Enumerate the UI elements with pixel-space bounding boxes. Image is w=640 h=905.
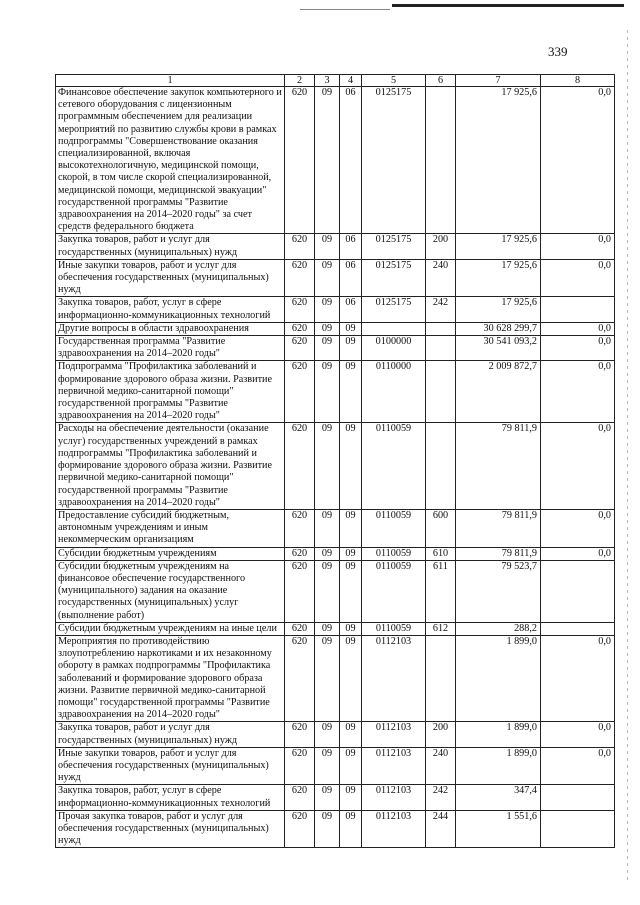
cell-section: 09: [315, 234, 340, 259]
column-number-row: [56, 75, 615, 87]
cell-expense-type: 242: [426, 785, 456, 810]
cell-admin-code: 620: [285, 810, 315, 848]
cell-amount-2: 0,0: [541, 747, 615, 785]
cell-expense-type: 600: [426, 509, 456, 547]
col-header-7: 7: [456, 75, 541, 87]
cell-admin-code: 620: [285, 423, 315, 509]
cell-expense-type: [426, 322, 456, 335]
cell-target-article: 0125175: [362, 87, 426, 234]
cell-amount: 17 925,6: [456, 234, 541, 259]
col-header-1: 1: [56, 75, 285, 87]
cell-section: 09: [315, 423, 340, 509]
cell-expense-type: 611: [426, 560, 456, 622]
cell-subsection: 09: [340, 810, 362, 848]
cell-admin-code: 620: [285, 361, 315, 423]
cell-subsection: 09: [340, 336, 362, 361]
cell-section: 09: [315, 259, 340, 297]
cell-subsection: 06: [340, 234, 362, 259]
cell-section: 09: [315, 547, 340, 560]
cell-expense-type: 244: [426, 810, 456, 848]
table-row: [56, 747, 615, 785]
table-row: [56, 87, 615, 234]
cell-admin-code: 620: [285, 722, 315, 747]
cell-amount: 288,2: [456, 622, 541, 635]
cell-section: 09: [315, 622, 340, 635]
cell-name: Субсидии бюджетным учреждениям: [56, 547, 285, 560]
cell-name: Предоставление субсидий бюджетным, автономным учреждениям и иным некоммерческим организациям: [56, 509, 285, 547]
cell-admin-code: 620: [285, 547, 315, 560]
col-header-3: 3: [315, 75, 340, 87]
table-row: [56, 509, 615, 547]
cell-admin-code: 620: [285, 234, 315, 259]
cell-name: Расходы на обеспечение деятельности (оказание услуг) государственных учреждений в рамках подпрограммы "Профилактика заболеваний и формирование здорового образа жизни. Развитие первичной медико-санитарной помощи" государственной программы "Развитие здравоохранения на 2014–2020 годы": [56, 423, 285, 509]
cell-amount-2: 0,0: [541, 509, 615, 547]
cell-amount: 1 551,6: [456, 810, 541, 848]
cell-section: 09: [315, 361, 340, 423]
cell-amount: 1 899,0: [456, 635, 541, 721]
cell-amount-2: 0,0: [541, 259, 615, 297]
cell-target-article: 0112103: [362, 810, 426, 848]
cell-amount: 79 811,9: [456, 547, 541, 560]
cell-expense-type: [426, 361, 456, 423]
cell-section: 09: [315, 87, 340, 234]
cell-amount-2: 0,0: [541, 361, 615, 423]
table-row: [56, 635, 615, 721]
cell-subsection: 09: [340, 361, 362, 423]
table-row: [56, 234, 615, 259]
cell-subsection: 09: [340, 722, 362, 747]
cell-target-article: 0112103: [362, 722, 426, 747]
cell-expense-type: 610: [426, 547, 456, 560]
cell-target-article: 0125175: [362, 259, 426, 297]
cell-name: Иные закупки товаров, работ и услуг для обеспечения государственных (муниципальных) нужд: [56, 747, 285, 785]
table-row: [56, 722, 615, 747]
cell-admin-code: 620: [285, 785, 315, 810]
cell-target-article: 0110059: [362, 622, 426, 635]
cell-amount-2: [541, 297, 615, 322]
cell-subsection: 06: [340, 259, 362, 297]
cell-subsection: 09: [340, 785, 362, 810]
cell-section: 09: [315, 785, 340, 810]
cell-name: Закупка товаров, работ и услуг для государственных (муниципальных) нужд: [56, 722, 285, 747]
cell-name: Закупка товаров, работ и услуг для государственных (муниципальных) нужд: [56, 234, 285, 259]
cell-section: 09: [315, 297, 340, 322]
cell-subsection: 06: [340, 297, 362, 322]
cell-target-article: 0112103: [362, 747, 426, 785]
cell-admin-code: 620: [285, 87, 315, 234]
cell-subsection: 09: [340, 509, 362, 547]
cell-amount-2: 0,0: [541, 423, 615, 509]
cell-section: 09: [315, 509, 340, 547]
header-thick-rule: [392, 4, 624, 7]
table-row: [56, 361, 615, 423]
cell-amount: 2 009 872,7: [456, 361, 541, 423]
cell-amount: 79 523,7: [456, 560, 541, 622]
cell-subsection: 09: [340, 322, 362, 335]
cell-target-article: 0110000: [362, 361, 426, 423]
cell-target-article: 0112103: [362, 785, 426, 810]
col-header-8: 8: [541, 75, 615, 87]
cell-section: 09: [315, 810, 340, 848]
cell-admin-code: 620: [285, 259, 315, 297]
cell-amount-2: 0,0: [541, 234, 615, 259]
cell-amount-2: [541, 622, 615, 635]
cell-target-article: 0125175: [362, 297, 426, 322]
cell-admin-code: 620: [285, 747, 315, 785]
table-row: [56, 322, 615, 335]
cell-admin-code: 620: [285, 560, 315, 622]
cell-amount-2: 0,0: [541, 336, 615, 361]
cell-amount-2: 0,0: [541, 322, 615, 335]
cell-amount: 79 811,9: [456, 509, 541, 547]
table-row: [56, 810, 615, 848]
cell-subsection: 09: [340, 547, 362, 560]
cell-section: 09: [315, 635, 340, 721]
cell-amount: 1 899,0: [456, 722, 541, 747]
cell-expense-type: [426, 87, 456, 234]
col-header-4: 4: [340, 75, 362, 87]
cell-target-article: 0112103: [362, 635, 426, 721]
cell-name: Закупка товаров, работ, услуг в сфере информационно-коммуникационных технологий: [56, 785, 285, 810]
table-row: [56, 560, 615, 622]
cell-target-article: [362, 322, 426, 335]
cell-target-article: 0110059: [362, 423, 426, 509]
cell-target-article: 0110059: [362, 547, 426, 560]
cell-amount: 17 925,6: [456, 87, 541, 234]
cell-name: Мероприятия по противодействию злоупотреблению наркотиками и их незаконному обороту в рамках подпрограммы "Профилактика заболеваний и формирование здорового образа жизни. Развитие первичной медико-санитарной помощи" государственной программы "Развитие здравоохранения на 2014–2020 годы": [56, 635, 285, 721]
cell-target-article: 0100000: [362, 336, 426, 361]
cell-target-article: 0110059: [362, 560, 426, 622]
page-edge-shadow: [627, 30, 628, 880]
cell-admin-code: 620: [285, 635, 315, 721]
cell-subsection: 09: [340, 635, 362, 721]
cell-expense-type: 242: [426, 297, 456, 322]
cell-admin-code: 620: [285, 297, 315, 322]
cell-admin-code: 620: [285, 322, 315, 335]
cell-amount-2: 0,0: [541, 722, 615, 747]
cell-section: 09: [315, 322, 340, 335]
cell-amount: 17 925,6: [456, 259, 541, 297]
cell-name: Закупка товаров, работ, услуг в сфере информационно-коммуникационных технологий: [56, 297, 285, 322]
cell-name: Субсидии бюджетным учреждениям на финансовое обеспечение государственного (муниципального) задания на оказание государственных (муниципальных) услуг (выполнение работ): [56, 560, 285, 622]
cell-target-article: 0125175: [362, 234, 426, 259]
cell-amount: 17 925,6: [456, 297, 541, 322]
cell-subsection: 09: [340, 622, 362, 635]
cell-amount-2: [541, 560, 615, 622]
table-row: [56, 297, 615, 322]
table-row: [56, 622, 615, 635]
cell-name: Финансовое обеспечение закупок компьютерного и сетевого оборудования с лицензионным программным обеспечением для реализации мероприятий по развитию службы крови в рамках подпрограммы "Совершенствование оказания специализированной, включая высокотехнологичную, медицинской помощи, скорой, в том числе скорой специализированной, медицинской помощи, медицинской эвакуации" государственной программы "Развитие здравоохранения на 2014–2020 годы" за счет средств федерального бюджета: [56, 87, 285, 234]
cell-section: 09: [315, 336, 340, 361]
cell-amount-2: 0,0: [541, 87, 615, 234]
cell-name: Подпрограмма "Профилактика заболеваний и формирование здорового образа жизни. Развитие первичной медико-санитарной помощи" государственной программы "Развитие здравоохранения на 2014–2020 годы": [56, 361, 285, 423]
cell-amount: 30 541 093,2: [456, 336, 541, 361]
cell-expense-type: 200: [426, 722, 456, 747]
cell-expense-type: 200: [426, 234, 456, 259]
cell-subsection: 09: [340, 560, 362, 622]
cell-name: Субсидии бюджетным учреждениям на иные цели: [56, 622, 285, 635]
table-row: [56, 785, 615, 810]
budget-table-wrapper: [55, 74, 615, 848]
cell-section: 09: [315, 747, 340, 785]
table-row: [56, 423, 615, 509]
cell-expense-type: [426, 336, 456, 361]
cell-amount: 30 628 299,7: [456, 322, 541, 335]
cell-expense-type: 612: [426, 622, 456, 635]
col-header-6: 6: [426, 75, 456, 87]
cell-amount-2: 0,0: [541, 547, 615, 560]
cell-amount-2: [541, 785, 615, 810]
header-thin-rule: [300, 9, 390, 10]
cell-subsection: 09: [340, 747, 362, 785]
cell-expense-type: 240: [426, 259, 456, 297]
cell-name: Прочая закупка товаров, работ и услуг для обеспечения государственных (муниципальных) нужд: [56, 810, 285, 848]
cell-expense-type: [426, 635, 456, 721]
cell-amount-2: 0,0: [541, 635, 615, 721]
cell-admin-code: 620: [285, 622, 315, 635]
cell-section: 09: [315, 560, 340, 622]
table-row: [56, 259, 615, 297]
cell-amount: 347,4: [456, 785, 541, 810]
cell-expense-type: 240: [426, 747, 456, 785]
cell-subsection: 06: [340, 87, 362, 234]
cell-admin-code: 620: [285, 336, 315, 361]
cell-amount: 1 899,0: [456, 747, 541, 785]
cell-target-article: 0110059: [362, 509, 426, 547]
cell-section: 09: [315, 722, 340, 747]
cell-admin-code: 620: [285, 509, 315, 547]
cell-name: Государственная программа "Развитие здравоохранения на 2014–2020 годы": [56, 336, 285, 361]
cell-name: Иные закупки товаров, работ и услуг для обеспечения государственных (муниципальных) нужд: [56, 259, 285, 297]
col-header-5: 5: [362, 75, 426, 87]
cell-amount: 79 811,9: [456, 423, 541, 509]
page-number: 339: [548, 44, 568, 59]
col-header-2: 2: [285, 75, 315, 87]
table-row: [56, 547, 615, 560]
cell-subsection: 09: [340, 423, 362, 509]
cell-expense-type: [426, 423, 456, 509]
cell-name: Другие вопросы в области здравоохранения: [56, 322, 285, 335]
budget-table: [55, 74, 615, 848]
cell-amount-2: [541, 810, 615, 848]
table-row: [56, 336, 615, 361]
